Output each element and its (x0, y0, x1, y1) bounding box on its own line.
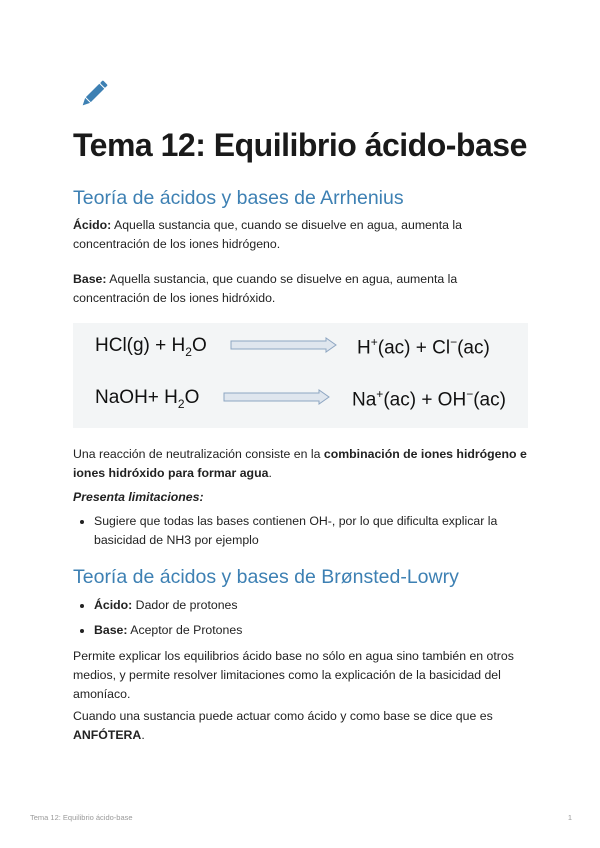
footer-page-number: 1 (567, 813, 572, 822)
pencil-icon (76, 76, 112, 112)
reaction2-products: Na+(ac) + OH−(ac) (352, 387, 506, 411)
list-item: Base: Aceptor de Protones (73, 621, 533, 640)
reaction1-arrow-icon (230, 337, 338, 353)
acido-label: Ácido: (73, 218, 112, 232)
amphoteric-paragraph: Cuando una sustancia puede actuar como ácido y como base se dice que es ANFÓTERA. (73, 709, 493, 742)
reaction1-reactants: $HCl(g) + H_2O$ (95, 335, 207, 359)
reaction2-reactants: NaOH+ $H_2O$ (95, 387, 200, 411)
section-heading-bronsted: Teoría de ácidos y bases de Brønsted-Lowry (73, 566, 459, 588)
base-definition (73, 270, 533, 308)
base-text: Aquella sustancia, que cuando se disuelve en agua, aumenta la concentración de los iones hidróxido. (73, 272, 458, 305)
acido-definition (73, 216, 533, 254)
acido-text: Aquella sustancia que, cuando se disuelve en agua, aumenta la concentración de los iones hidrógeno. (73, 218, 462, 251)
limitations-label: Presenta limitaciones: (73, 490, 204, 504)
list-item: Ácido: Dador de protones (73, 596, 533, 615)
footer-title: Tema 12: Equilibrio ácido-base (30, 813, 133, 822)
neutralization-bold: combinación de iones hidrógeno e iones hidróxido para formar agua (73, 447, 527, 480)
reaction-equations-box (73, 323, 528, 428)
list-item: Sugiere que todas las bases contienen OH-, por lo que dificulta explicar la basicidad de NH3 por ejemplo (73, 512, 533, 550)
reaction2-arrow-icon (223, 389, 331, 405)
bronsted-paragraph: Permite explicar los equilibrios ácido base no sólo en agua sino también en otros medios, y permite resolver limitaciones como la explicación de la basicidad del amoníaco. (73, 649, 514, 701)
base-label: Base: (73, 272, 107, 286)
page-title: Tema 12: Equilibrio ácido-base (73, 127, 527, 163)
reaction1-products: H+(ac) + Cl−(ac) (357, 335, 490, 359)
amphoteric-bold: ANFÓTERA (73, 728, 142, 742)
section-heading-arrhenius: Teoría de ácidos y bases de Arrhenius (73, 187, 404, 209)
limitations-list (73, 512, 533, 550)
neutralization-paragraph: Una reacción de neutralización consiste en la combinación de iones hidrógeno e iones hidróxido para formar agua. (73, 447, 527, 480)
bronsted-list (73, 596, 533, 640)
